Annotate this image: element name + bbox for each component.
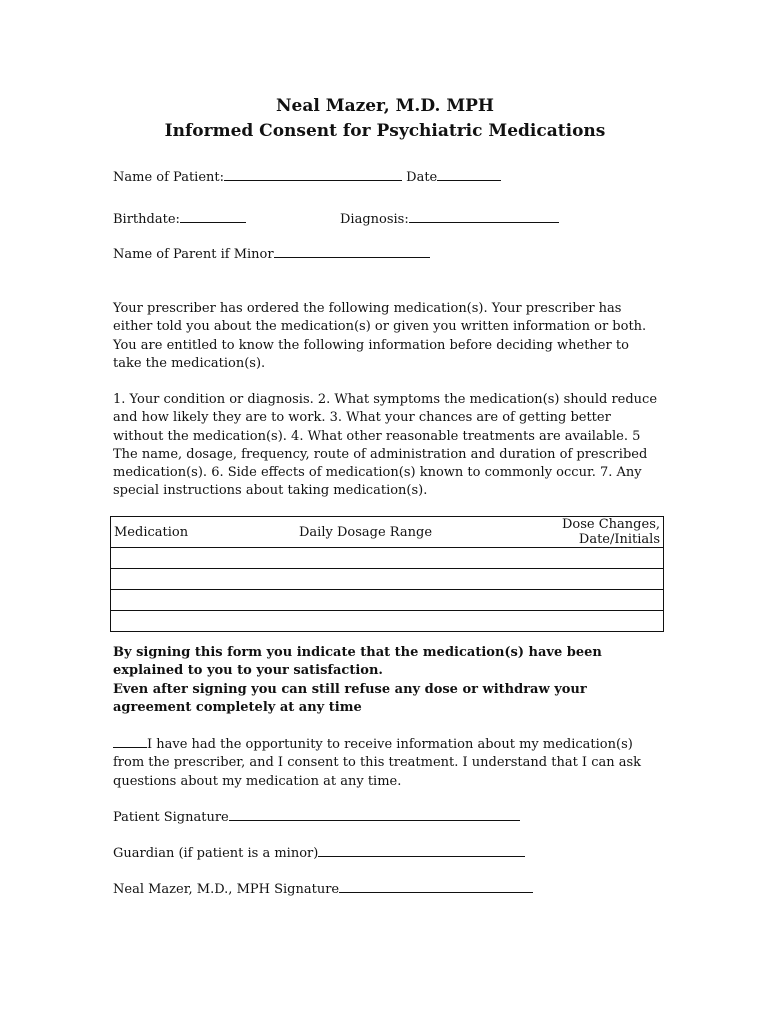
parent-label: Name of Parent if Minor — [113, 247, 274, 262]
table-row[interactable] — [111, 590, 664, 611]
table-header-row — [111, 517, 664, 548]
form-title: Informed Consent for Psychiatric Medications — [164, 121, 606, 141]
guardian-signature-field[interactable] — [318, 844, 525, 857]
table-cell[interactable] — [111, 569, 664, 590]
consent-paragraph — [113, 735, 658, 791]
table-row[interactable] — [111, 548, 664, 569]
form-header — [0, 94, 770, 144]
patient-signature-field[interactable] — [229, 808, 520, 821]
col-dosage: Daily Dosage Range — [295, 517, 478, 548]
notice-line-2: Even after signing you can still refuse any dose or withdraw your agreement completely at any time — [113, 681, 587, 715]
patient-name-field[interactable] — [224, 168, 402, 181]
notice-block — [113, 644, 658, 717]
doctor-signature-row — [113, 880, 533, 898]
patient-signature-row — [113, 808, 520, 826]
table-cell[interactable] — [111, 548, 664, 569]
patient-signature-label: Patient Signature — [113, 810, 229, 825]
doctor-signature-label: Neal Mazer, M.D., MPH Signature — [113, 882, 340, 897]
doctor-name: Neal Mazer, M.D. MPH — [276, 96, 494, 116]
diagnosis-label: Diagnosis: — [340, 212, 409, 227]
medication-table — [110, 516, 664, 632]
date-label: Date — [406, 170, 438, 185]
birthdate-label: Birthdate: — [113, 212, 180, 227]
table-row[interactable] — [111, 569, 664, 590]
diagnosis-field[interactable] — [409, 210, 559, 223]
date-field[interactable] — [437, 168, 501, 181]
parent-row — [113, 245, 430, 263]
parent-field[interactable] — [274, 245, 430, 258]
col-dose-changes: Dose Changes, Date/Initials — [478, 517, 664, 548]
birthdate-row — [113, 210, 246, 228]
diagnosis-row — [340, 210, 559, 228]
notice-line-1: By signing this form you indicate that the medication(s) have been explained to you to your satisfaction. — [113, 645, 602, 679]
intro-paragraph: Your prescriber has ordered the following medication(s). Your prescriber has either told you about the medication(s) or given you written information or both. You are entitled to know the following information before deciding whether to take the medication(s). — [113, 301, 647, 371]
col-medication: Medication — [111, 517, 296, 548]
birthdate-field[interactable] — [180, 210, 246, 223]
consent-text: I have had the opportunity to receive information about my medication(s) from the prescriber, and I consent to this treatment. I understand that I can ask questions about my medication at any time. — [113, 737, 642, 789]
consent-initials-field[interactable] — [113, 735, 147, 748]
guardian-signature-row — [113, 844, 525, 862]
table-cell[interactable] — [111, 611, 664, 632]
patient-date-row — [113, 168, 501, 186]
info-list-paragraph: 1. Your condition or diagnosis. 2. What symptoms the medication(s) should reduce and how likely they are to work. 3. What your chances are of getting better without the medication(s). 4. What other reasonable treatments are available. 5 The name, dosage, frequency, route of administration and duration of prescribed medication(s). 6. Side effects of medication(s) known to commonly occur. 7. Any special instructions about taking medication(s). — [113, 392, 658, 499]
table-cell[interactable] — [111, 590, 664, 611]
guardian-signature-label: Guardian (if patient is a minor) — [113, 846, 319, 861]
patient-name-label: Name of Patient: — [113, 170, 225, 185]
doctor-signature-field[interactable] — [339, 880, 533, 893]
table-row[interactable] — [111, 611, 664, 632]
